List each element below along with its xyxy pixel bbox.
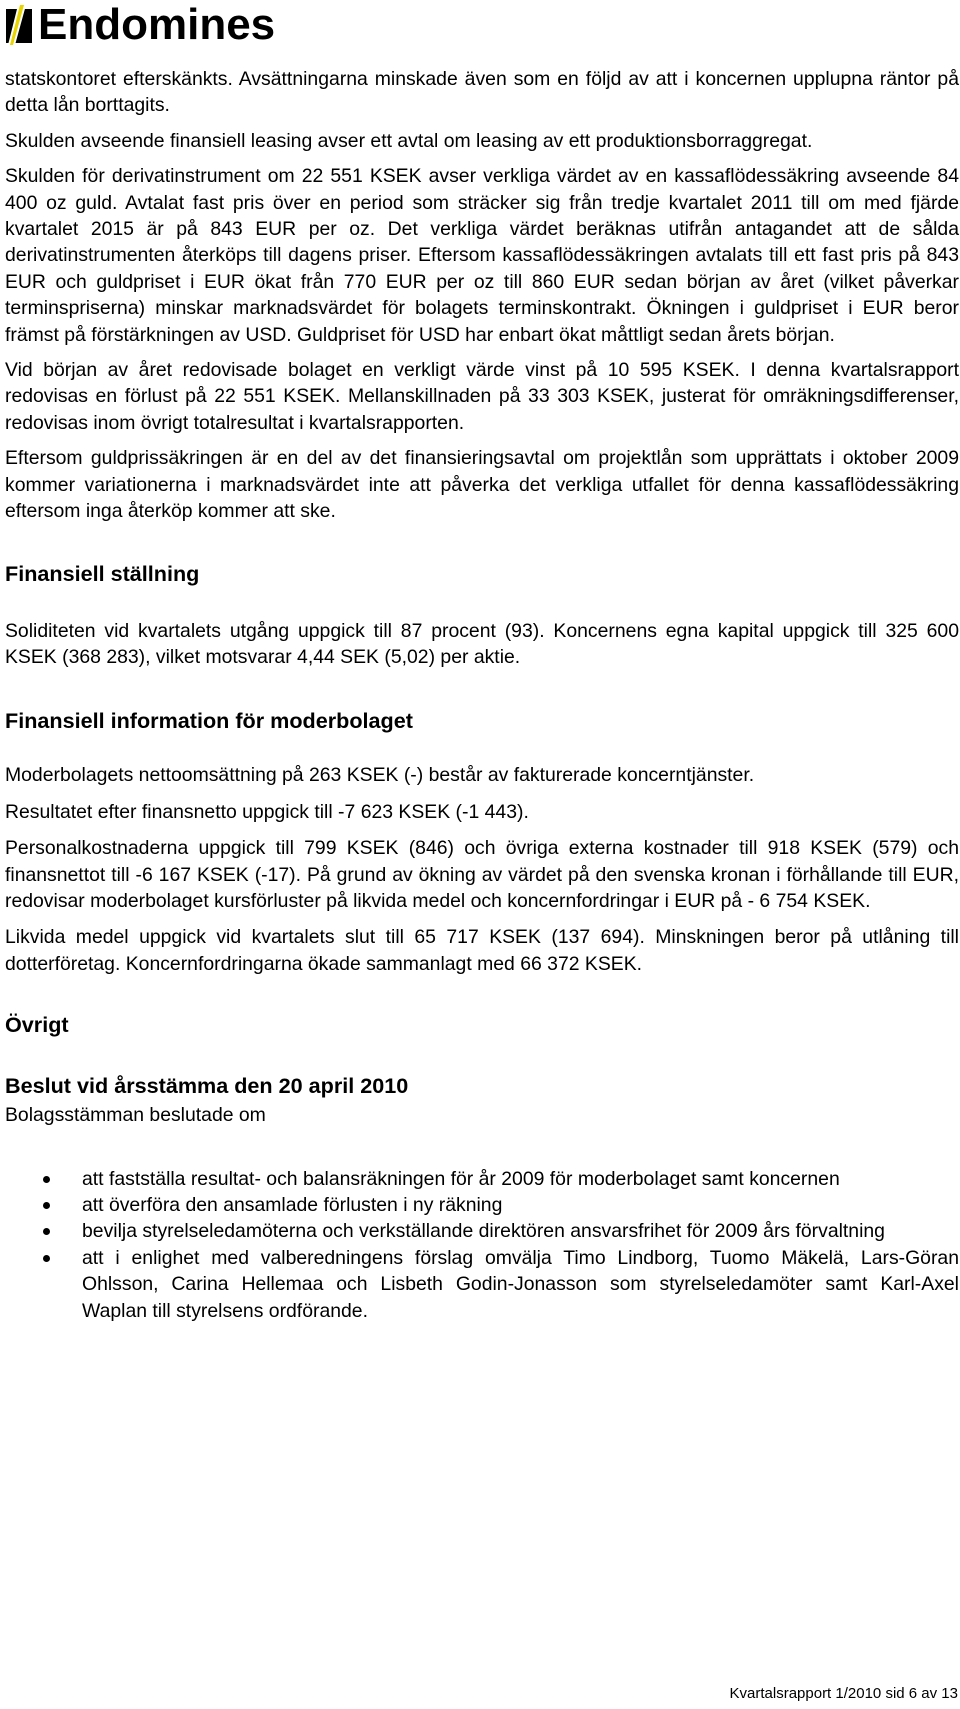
logo-mark-icon [4, 5, 36, 45]
bullet-icon [43, 1255, 50, 1262]
paragraph: Skulden avseende finansiell leasing avser ett avtal om leasing av ett produktionsborraggregat. [5, 129, 813, 152]
decision-list [5, 1166, 959, 1324]
paragraph: Likvida medel uppgick vid kvartalets slut till 65 717 KSEK (137 694). Minskningen beror på utlåning till dotterföretag. Koncernfordringarna ökade sammanlagt med 66 372 KSEK. [5, 926, 959, 975]
list-item [5, 1245, 959, 1324]
section-heading: Finansiell ställning [5, 560, 200, 586]
list-item-text: att fastställa resultat- och balansräkningen för år 2009 för moderbolaget samt koncernen [82, 1167, 840, 1190]
section-heading: Övrigt [5, 1012, 69, 1038]
company-logo [4, 2, 275, 48]
paragraph: Skulden för derivatinstrument om 22 551 KSEK avser verkliga värdet av en kassaflödessäkring avseende 84 400 oz guld. Avtalat fast pris över en period som sträcker sig från tredje kvartalet 2011 till om med fjärde kvartalet 2015 är på 843 EUR per oz. Det verkliga värdet beräknas utifrån antagandet att de sålda derivatinstrumenten återköps till dagens priser. Eftersom kassaflödessäkringen avtalats till ett fast pris på 843 EUR och guldpriset i EUR ökat från 770 EUR per oz till 860 EUR sedan början av året (vilket påverkar terminspriserna) minskar marknadsvärdet för bolagets terminskontrakt. Ökningen i guldpriset i EUR beror främst på förstärkningen av USD. Guldpriset för USD har enbart ökat måttligt sedan årets början. [5, 165, 959, 346]
section-heading: Finansiell information för moderbolaget [5, 708, 413, 734]
paragraph: Personalkostnaderna uppgick till 799 KSEK (846) och övriga externa kostnader till 918 KSEK (579) och finansnettot till -6 167 KSEK (-17). På grund av ökning av värdet på den svenska kronan i förhållande till EUR, redovisar moderbolaget kursförluster på likvida medel och koncernfordringar i EUR på - 6 754 KSEK. [5, 837, 959, 912]
paragraph: statskontoret efterskänkts. Avsättningarna minskade även som en följd av att i koncernen upplupna räntor på detta lån borttagits. [5, 68, 959, 117]
list-item-text: bevilja styrelseledamöterna och verkställande direktören ansvarsfrihet för 2009 års förvaltning [82, 1220, 885, 1243]
subsection-heading: Beslut vid årsstämma den 20 april 2010 [5, 1073, 409, 1099]
bullet-icon [43, 1202, 50, 1209]
paragraph: Eftersom guldprissäkringen är en del av det finansieringsavtal om projektlån som upprättats i oktober 2009 kommer variationerna i marknadsvärdet inte att påverka det verkliga utfallet för denna kassaflödessäkring eftersom inga återköp kommer att ske. [5, 447, 959, 523]
logo-text: Endomines [38, 0, 276, 49]
list-item [5, 1192, 959, 1218]
list-item [5, 1166, 959, 1192]
list-item-text: att överföra den ansamlade förlusten i ny räkning [82, 1193, 503, 1216]
paragraph: Moderbolagets nettoomsättning på 263 KSEK (-) består av fakturerade koncerntjänster. [5, 764, 755, 787]
bullet-icon [43, 1228, 50, 1235]
paragraph: Resultatet efter finansnetto uppgick till -7 623 KSEK (-1 443). [5, 800, 529, 823]
page-footer: Kvartalsrapport 1/2010 sid 6 av 13 [729, 1685, 958, 1702]
list-item [5, 1218, 959, 1244]
document-body [5, 66, 959, 1324]
paragraph: Bolagsstämman beslutade om [5, 1104, 266, 1127]
paragraph: Vid början av året redovisade bolaget en verkligt värde vinst på 10 595 KSEK. I denna kvartalsrapport redovisas en förlust på 22 551 KSEK. Mellanskillnaden på 33 303 KSEK, justerat för omräkningsdifferenser, redovisas inom övrigt totalresultat i kvartalsrapporten. [5, 359, 959, 434]
list-item-text: att i enlighet med valberedningens förslag omvälja Timo Lindborg, Tuomo Mäkelä, Lars-Göran Ohlsson, Carina Hellemaa och Lisbeth Godin-Jonasson som styrelseledamöter samt Karl-Axel Waplan till styrelsens ordförande. [82, 1246, 959, 1322]
bullet-icon [43, 1176, 50, 1183]
paragraph: Soliditeten vid kvartalets utgång uppgick till 87 procent (93). Koncernens egna kapital uppgick till 325 600 KSEK (368 283), vilket motsvarar 4,44 SEK (5,02) per aktie. [5, 619, 959, 668]
